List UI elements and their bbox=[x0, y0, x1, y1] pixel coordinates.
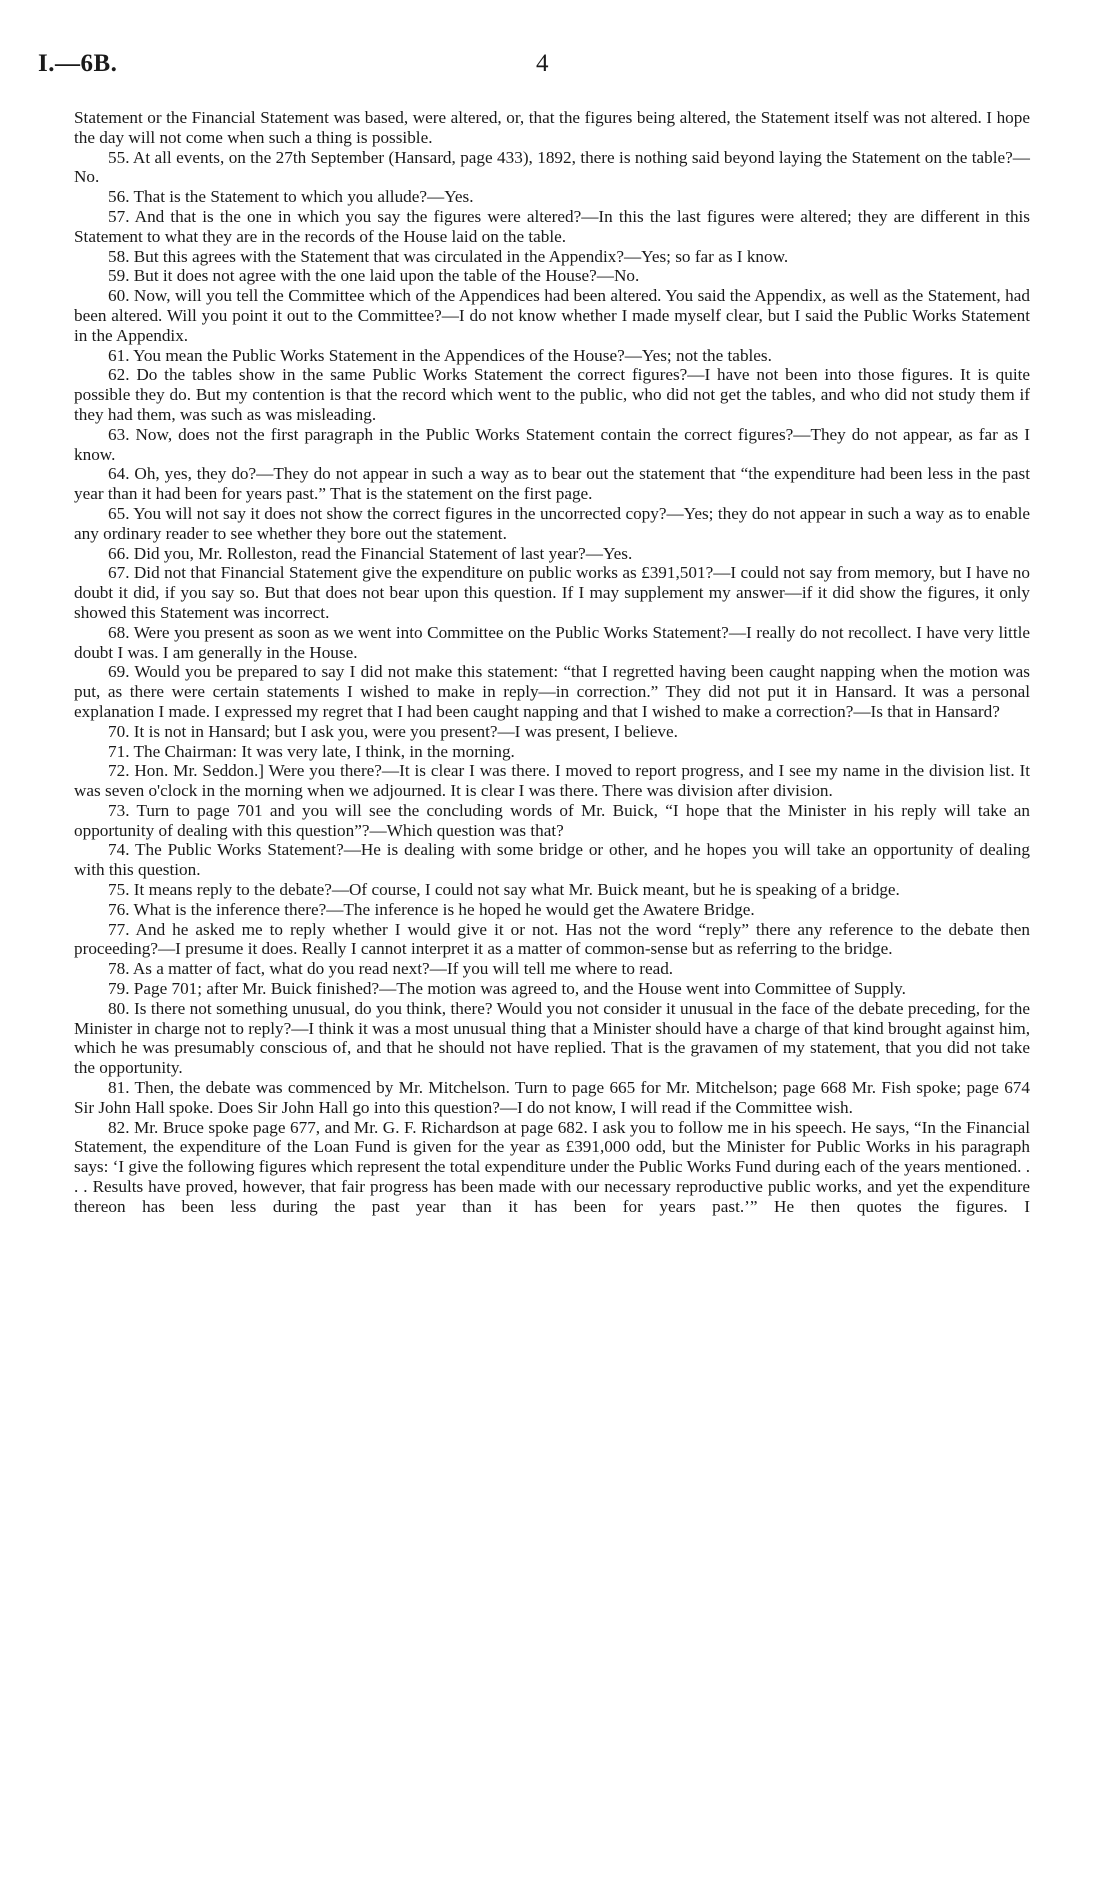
paragraph: 69. Would you be prepared to say I did not make this statement: “that I regretted having been caught napping when the motion was put, as there were certain statements I wished to make in reply—in correction.” They did not put it in Hansard. It was a personal explanation I made. I expressed my regret that I had been caught napping and that I wished to make a correction?—Is that in Hansard? bbox=[74, 662, 1030, 721]
paragraph: 79. Page 701; after Mr. Buick finished?—The motion was agreed to, and the House went into Committee of Supply. bbox=[108, 979, 906, 999]
paragraph: 73. Turn to page 701 and you will see the concluding words of Mr. Buick, “I hope that the Minister in his reply will take an opportunity of dealing with this question”?—Which question was that? bbox=[74, 800, 1030, 840]
paragraph: 66. Did you, Mr. Rolleston, read the Financial Statement of last year?—Yes. bbox=[108, 543, 633, 563]
paragraph: 64. Oh, yes, they do?—They do not appear in such a way as to bear out the statement that “the expenditure had been less in the past year than it had been for years past.” That is the statement on the first page. bbox=[74, 464, 1030, 504]
paragraph: 56. That is the Statement to which you allude?—Yes. bbox=[108, 187, 474, 207]
paragraph: 82. Mr. Bruce spoke page 677, and Mr. G. F. Richardson at page 682. I ask you to follow me in his speech. He says, “In the Financial Statement, the expenditure of the Loan Fund is given for the year as £391,000 odd, but the Minister for Public Works in his paragraph says: ‘I give the following figures which represent the total expenditure under the Public Works Fund during each of the years mentioned. . . . Results have proved, however, that fair progress has been made with our necessary reproductive public works, and yet the expenditure thereon has been less during the past year than it has been for years past.’” He then quotes the figures. I bbox=[74, 1117, 1030, 1216]
paragraph: 74. The Public Works Statement?—He is dealing with some bridge or other, and he hopes you will take an opportunity of dealing with this question. bbox=[74, 840, 1030, 880]
paragraph: 76. What is the inference there?—The inference is he hoped he would get the Awatere Bridge. bbox=[108, 899, 755, 919]
paragraph: 75. It means reply to the debate?—Of course, I could not say what Mr. Buick meant, but he is speaking of a bridge. bbox=[108, 880, 900, 900]
document-reference: I.—6B. bbox=[38, 50, 118, 77]
paragraph: 77. And he asked me to reply whether I would give it or not. Has not the word “reply” there any reference to the debate then proceeding?—I presume it does. Really I cannot interpret it as a matter of common-sense but as referring to the bridge. bbox=[74, 919, 1030, 959]
paragraph: 55. At all events, on the 27th September (Hansard, page 433), 1892, there is nothing said beyond laying the Statement on the table?—No. bbox=[74, 147, 1030, 187]
paragraph: 81. Then, the debate was commenced by Mr. Mitchelson. Turn to page 665 for Mr. Mitchelson; page 668 Mr. Fish spoke; page 674 Sir John Hall spoke. Does Sir John Hall go into this question?—I do not know, I will read if the Committee wish. bbox=[74, 1078, 1030, 1117]
paragraph: 65. You will not say it does not show the correct figures in the uncorrected copy?—Yes; they do not appear in such a way as to enable any ordinary reader to see whether they bore out the statement. bbox=[74, 503, 1030, 543]
paragraph: 60. Now, will you tell the Committee which of the Appendices had been altered. You said the Appendix, as well as the Statement, had been altered. Will you point it out to the Committee?—I do not know whether I made myself clear, but I said the Public Works Statement in the Appendix. bbox=[74, 286, 1030, 345]
paragraph: 78. As a matter of fact, what do you read next?—If you will tell me where to read. bbox=[108, 959, 674, 979]
paragraph: 58. But this agrees with the Statement that was circulated in the Appendix?—Yes; so far as I know. bbox=[108, 246, 789, 266]
paragraph: 67. Did not that Financial Statement give the expenditure on public works as £391,501?—I could not say from memory, but I have no doubt it did, if you say so. But that does not bear upon this question. If I may supplement my answer—if it did show the figures, it only showed this Statement was incorrect. bbox=[74, 563, 1030, 622]
paragraph: Statement or the Financial Statement was based, were altered, or, that the figures being altered, the Statement itself was not altered. I hope the day will not come when such a thing is possible. bbox=[74, 108, 1030, 147]
paragraph: 63. Now, does not the first paragraph in the Public Works Statement contain the correct figures?—They do not appear, as far as I know. bbox=[74, 424, 1030, 464]
page-number: 4 bbox=[536, 50, 549, 77]
paragraph: 80. Is there not something unusual, do you think, there? Would you not consider it unusual in the face of the debate preceding, for the Minister in charge not to reply?—I think it was a most unusual thing that a Minister should have a charge of that kind brought against him, which he was presumably conscious of, and that he should not have replied. That is the gravamen of my statement, that you did not take the opportunity. bbox=[74, 998, 1030, 1078]
paragraph: 70. It is not in Hansard; but I ask you, were you present?—I was present, I believe. bbox=[108, 721, 678, 741]
paragraph: 57. And that is the one in which you say the figures were altered?—In this the last figures were altered; they are different in this Statement to what they are in the records of the House laid on the table. bbox=[74, 206, 1030, 246]
paragraph: 59. But it does not agree with the one laid upon the table of the House?—No. bbox=[108, 266, 640, 286]
paragraph: 71. The Chairman: It was very late, I think, in the morning. bbox=[108, 741, 515, 761]
paragraph: 72. Hon. Mr. Seddon.] Were you there?—It is clear I was there. I moved to report progress, and I see my name in the division list. It was seven o'clock in the morning when we adjourned. It is clear I was there. There was division after division. bbox=[74, 761, 1030, 801]
paragraph: 61. You mean the Public Works Statement in the Appendices of the House?—Yes; not the tables. bbox=[108, 345, 772, 365]
document-body bbox=[74, 108, 1030, 1217]
paragraph: 68. Were you present as soon as we went into Committee on the Public Works Statement?—I really do not recollect. I have very little doubt I was. I am generally in the House. bbox=[74, 622, 1030, 662]
paragraph: 62. Do the tables show in the same Public Works Statement the correct figures?—I have not been into those figures. It is quite possible they do. But my contention is that the record which went to the public, who did not get the tables, and who did not study them if they had them, was such as was misleading. bbox=[74, 365, 1030, 424]
